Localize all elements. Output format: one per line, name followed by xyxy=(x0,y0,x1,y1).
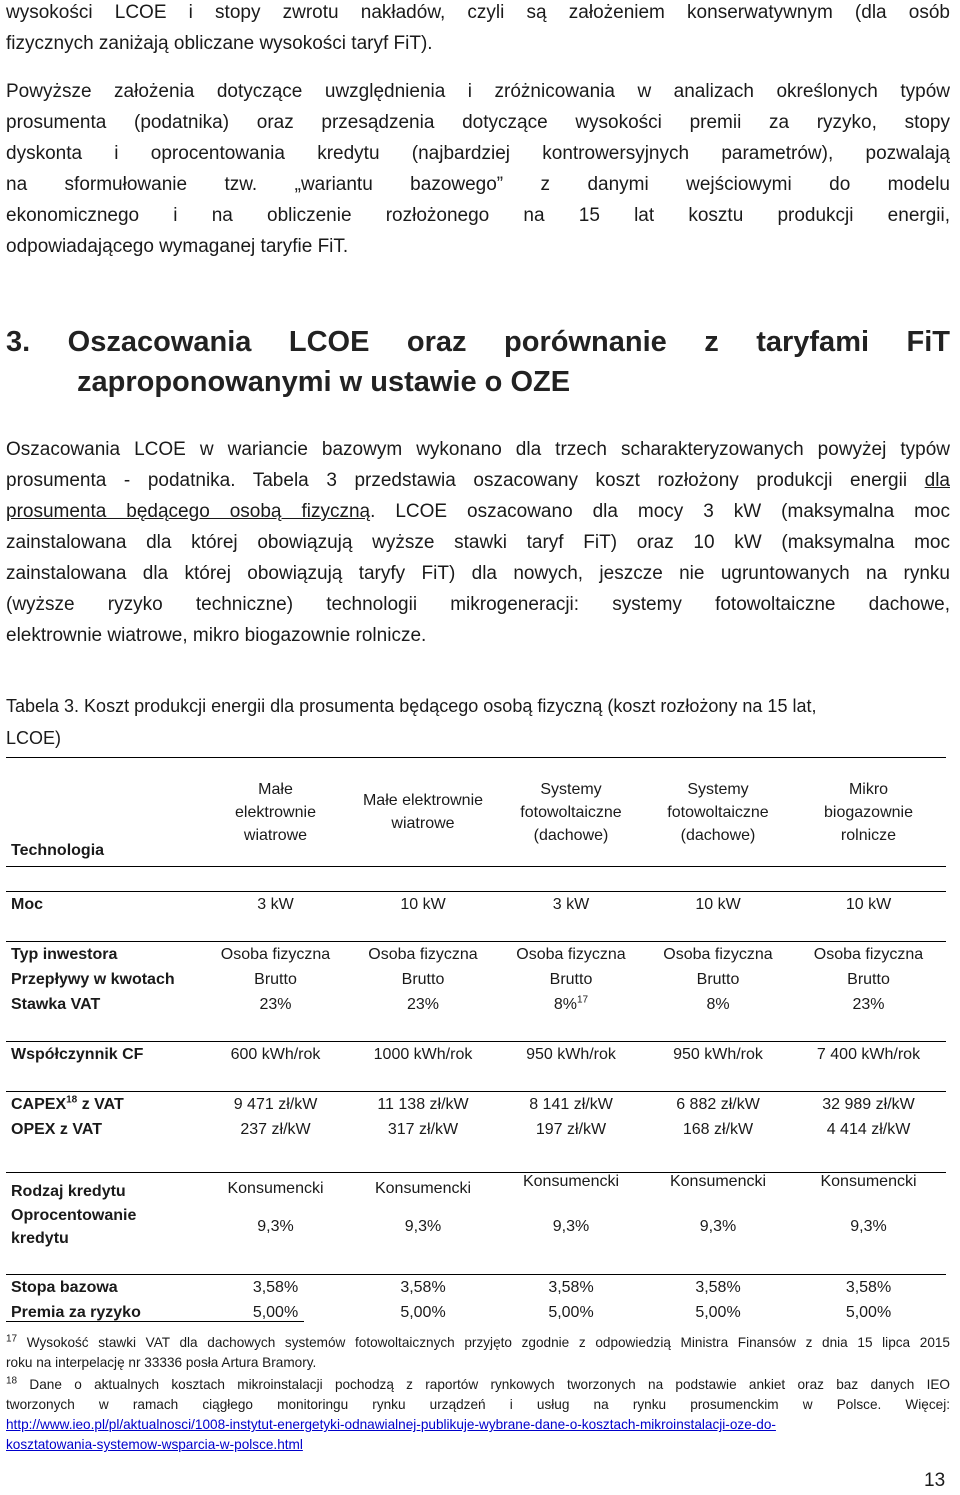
intro-line-2: fizycznych zaniżają obliczane wysokości taryf FiT). xyxy=(6,33,433,54)
table-cell: 10 kW xyxy=(695,895,741,913)
table-row xyxy=(6,1204,946,1250)
section-heading-line-2: zaproponowanymi w ustawie o OZE xyxy=(77,366,571,398)
table-cell: 3,58% xyxy=(548,1278,594,1296)
table-row xyxy=(6,967,946,992)
footnote-18 xyxy=(6,1375,950,1455)
row-label: Stawka VAT xyxy=(11,995,101,1013)
footnote-line: tworzonych w ramach ciągłego monitoringu rynku urządzeń i usług na rynku prosumenckim w Polsce. Więcej: xyxy=(6,1397,950,1412)
source-link-continued[interactable]: kosztatowania-systemow-wsparcia-w-polsce.html xyxy=(6,1437,303,1452)
table-cell: 10 kW xyxy=(845,895,892,913)
cell-value: 8% xyxy=(553,995,577,1013)
table-cell: 3 kW xyxy=(552,895,590,913)
section-heading xyxy=(6,322,950,402)
table-cell: 3,58% xyxy=(400,1278,446,1296)
footnote-separator xyxy=(6,1321,304,1322)
table-cell: 197 zł/kW xyxy=(535,1120,607,1138)
header-column: Systemy fotowoltaiczne (dachowe) xyxy=(497,758,645,867)
footnote-17 xyxy=(6,1333,950,1373)
table-cell: 3,58% xyxy=(695,1278,741,1296)
row-label-text: CAPEX xyxy=(11,1095,67,1113)
cost-table xyxy=(6,757,946,1325)
estimates-text: prosumenta - podatnika. Tabela 3 przedstawia oszacowany koszt rozłożony produkcji energii xyxy=(6,470,908,491)
row-label: Rodzaj kredytu xyxy=(11,1182,126,1200)
table-cell xyxy=(497,992,645,1017)
footnote-number: 18 xyxy=(6,1375,18,1387)
table-cell: Osoba fizyczna xyxy=(516,945,626,963)
table-cell: 5,00% xyxy=(845,1303,892,1321)
section-heading-line-1: 3. Oszacowania LCOE oraz porównanie z taryfami FiT xyxy=(6,326,950,358)
estimates-paragraph xyxy=(6,434,950,651)
row-label: Moc xyxy=(11,895,43,913)
assumptions-line: dyskonta i oprocentowania kredytu (najbardziej kontrowersyjnych parametrów), pozwalają xyxy=(6,143,950,164)
table-cell: 8 141 zł/kW xyxy=(529,1095,613,1113)
table-row xyxy=(6,1275,946,1301)
footnote-line xyxy=(6,1415,950,1435)
table-cell: Konsumencki xyxy=(820,1173,917,1190)
assumptions-line: na sformułowanie tzw. „wariantu bazowego” z danymi wejściowymi do modelu xyxy=(6,174,950,195)
table-cell: 23% xyxy=(406,995,440,1013)
table-cell: 9,3% xyxy=(404,1218,442,1235)
table-cell: 3 kW xyxy=(257,895,294,913)
table-cell: Konsumencki xyxy=(669,1173,767,1190)
table-cell: Konsumencki xyxy=(374,1179,472,1197)
footnote-text: Wysokość stawki VAT dla dachowych systemów fotowoltaicznych przyjęto zgodnie z odpowiedzią Ministra Finansów z dnia 15 lipca 2015 xyxy=(26,1335,950,1350)
table-cell: 3,58% xyxy=(252,1278,299,1296)
estimates-line: zainstalowana dla której obowiązują taryfy FiT) dla nowych, jeszcze nie ugruntowanych na rynku xyxy=(6,563,950,584)
source-link[interactable]: http://www.ieo.pl/pl/aktualnosci/1008-instytut-energetyki-odnawialnej-publikuje-wybrane-dane-o-kosztach-mikroinstalacji-oze-do- xyxy=(6,1417,776,1432)
underlined-text: prosumenta będącego osobą fizyczną xyxy=(6,501,371,522)
table-cell: 5,00% xyxy=(400,1303,446,1321)
footnote-text: Dane o aktualnych kosztach mikroinstalacji pochodzą z raportów rynkowych tworzonych na podstawie ankiet oraz baz danych IEO xyxy=(29,1377,950,1392)
header-column: Małe elektrownie wiatrowe xyxy=(202,758,349,867)
intro-line-1: wysokości LCOE i stopy zwrotu nakładów, czyli są założeniem konserwatywnym (dla osób xyxy=(6,2,950,23)
table-cell: 9,3% xyxy=(850,1218,887,1235)
table-cell: 1000 kWh/rok xyxy=(373,1045,473,1063)
estimates-line: (wyższe ryzyko techniczne) technologii mikrogeneracji: systemy fotowoltaiczne dachowe, xyxy=(6,594,950,615)
assumptions-paragraph xyxy=(6,76,950,262)
table-caption xyxy=(6,690,950,754)
row-label: Współczynnik CF xyxy=(11,1045,144,1063)
footnote-ref: 17 xyxy=(577,994,589,1006)
assumptions-line: ekonomicznego i na obliczenie rozłożonego na 15 lat kosztu produkcji energii, xyxy=(6,205,950,226)
estimates-line: Oszacowania LCOE w wariancie bazowym wykonano dla trzech scharakteryzowanych powyżej typów xyxy=(6,439,950,460)
table-cell: Osoba fizyczna xyxy=(813,945,924,963)
estimates-text: . LCOE oszacowano dla mocy 3 kW (maksymalna moc xyxy=(370,501,950,522)
table-cell: 9 471 zł/kW xyxy=(233,1095,318,1113)
table-cell: 8% xyxy=(706,995,730,1013)
row-label: Stopa bazowa xyxy=(11,1278,118,1296)
assumptions-line: odpowiadającego wymaganej taryfie FiT. xyxy=(6,236,349,257)
table-header-row xyxy=(6,758,946,867)
footnote-line xyxy=(6,1435,950,1455)
assumptions-line: Powyższe założenia dotyczące uwzględnienia i zróżnicowania w analizach określonych typów xyxy=(6,81,950,102)
table-cell: 23% xyxy=(259,995,292,1013)
row-label: Premia za ryzyko xyxy=(11,1303,141,1321)
footnote-line xyxy=(6,1375,950,1395)
table-cell: Brutto xyxy=(696,970,740,988)
table-cell: 168 zł/kW xyxy=(682,1120,754,1138)
table-row xyxy=(6,942,946,968)
row-label: Oprocentowanie kredytu xyxy=(11,1207,137,1247)
row-label: Przepływy w kwotach xyxy=(11,970,175,988)
table-cell: 4 414 zł/kW xyxy=(826,1120,911,1138)
estimates-line xyxy=(6,465,950,496)
table-cell: Konsumencki xyxy=(522,1173,620,1190)
table-row xyxy=(6,1092,946,1118)
header-column: Mikro biogazownie rolnicze xyxy=(791,758,946,867)
table-cell: 5,00% xyxy=(548,1303,594,1321)
table-cell: Brutto xyxy=(847,970,890,988)
table-row xyxy=(6,1173,946,1205)
table-cell: Osoba fizyczna xyxy=(368,945,478,963)
table-cell: 7 400 kWh/rok xyxy=(816,1045,921,1063)
table-cell: Konsumencki xyxy=(227,1179,324,1197)
row-label: Typ inwestora xyxy=(11,945,118,963)
table-cell: 23% xyxy=(852,995,885,1013)
table-row xyxy=(6,1117,946,1142)
footnote-line xyxy=(6,1333,950,1353)
table-caption-line-1: Tabela 3. Koszt produkcji energii dla prosumenta będącego osobą fizyczną (koszt rozłożony na 15 lat, xyxy=(6,696,817,716)
row-label xyxy=(6,1092,202,1118)
table-cell: 5,00% xyxy=(695,1303,741,1321)
table-row xyxy=(6,1042,946,1068)
footnote-number: 17 xyxy=(6,1333,18,1345)
row-label-text: z VAT xyxy=(77,1095,124,1113)
footnote-ref: 18 xyxy=(66,1094,78,1106)
table-cell: 32 989 zł/kW xyxy=(822,1095,915,1113)
table-caption-line-2: LCOE) xyxy=(6,728,62,748)
estimates-line xyxy=(6,496,950,527)
table-cell: Osoba fizyczna xyxy=(663,945,773,963)
table-cell: 5,00% xyxy=(252,1303,299,1321)
estimates-line: zainstalowana dla której obowiązują wyższe stawki taryf FiT) oraz 10 kW (maksymalna moc xyxy=(6,532,950,553)
assumptions-line: prosumenta (podatnika) oraz przesądzenia dotyczące wysokości premii za ryzyko, stopy xyxy=(6,112,950,133)
table-cell: 10 kW xyxy=(400,895,446,913)
table-cell: Brutto xyxy=(401,970,445,988)
table-cell: 6 882 zł/kW xyxy=(676,1095,760,1113)
table-cell: 317 zł/kW xyxy=(387,1120,459,1138)
table-cell: 950 kWh/rok xyxy=(526,1045,616,1063)
header-column: Systemy fotowoltaiczne (dachowe) xyxy=(645,758,791,867)
page-number: 13 xyxy=(924,1470,946,1491)
table-cell: Osoba fizyczna xyxy=(220,945,331,963)
table-cell: 3,58% xyxy=(845,1278,892,1296)
table-cell: Brutto xyxy=(549,970,593,988)
table-cell: 600 kWh/rok xyxy=(230,1045,321,1063)
table-cell: 9,3% xyxy=(257,1218,294,1235)
estimates-line: elektrownie wiatrowe, mikro biogazownie rolnicze. xyxy=(6,625,427,646)
table-row xyxy=(6,992,946,1017)
table-cell: 9,3% xyxy=(552,1218,590,1235)
header-technology: Technologia xyxy=(6,758,202,867)
header-column: Małe elektrownie wiatrowe xyxy=(349,758,497,867)
footnote-line: roku na interpelację nr 33336 posła Artura Bramory. xyxy=(6,1355,317,1370)
table-cell: 11 138 zł/kW xyxy=(377,1095,469,1113)
intro-paragraph-continued xyxy=(6,0,950,59)
table-cell: Brutto xyxy=(254,970,297,988)
table-cell: 237 zł/kW xyxy=(240,1120,311,1138)
table-cell: 9,3% xyxy=(699,1218,737,1235)
table-row xyxy=(6,892,946,918)
table-cell: 950 kWh/rok xyxy=(673,1045,763,1063)
underlined-text: dla xyxy=(924,470,950,491)
row-label: OPEX z VAT xyxy=(11,1120,102,1138)
